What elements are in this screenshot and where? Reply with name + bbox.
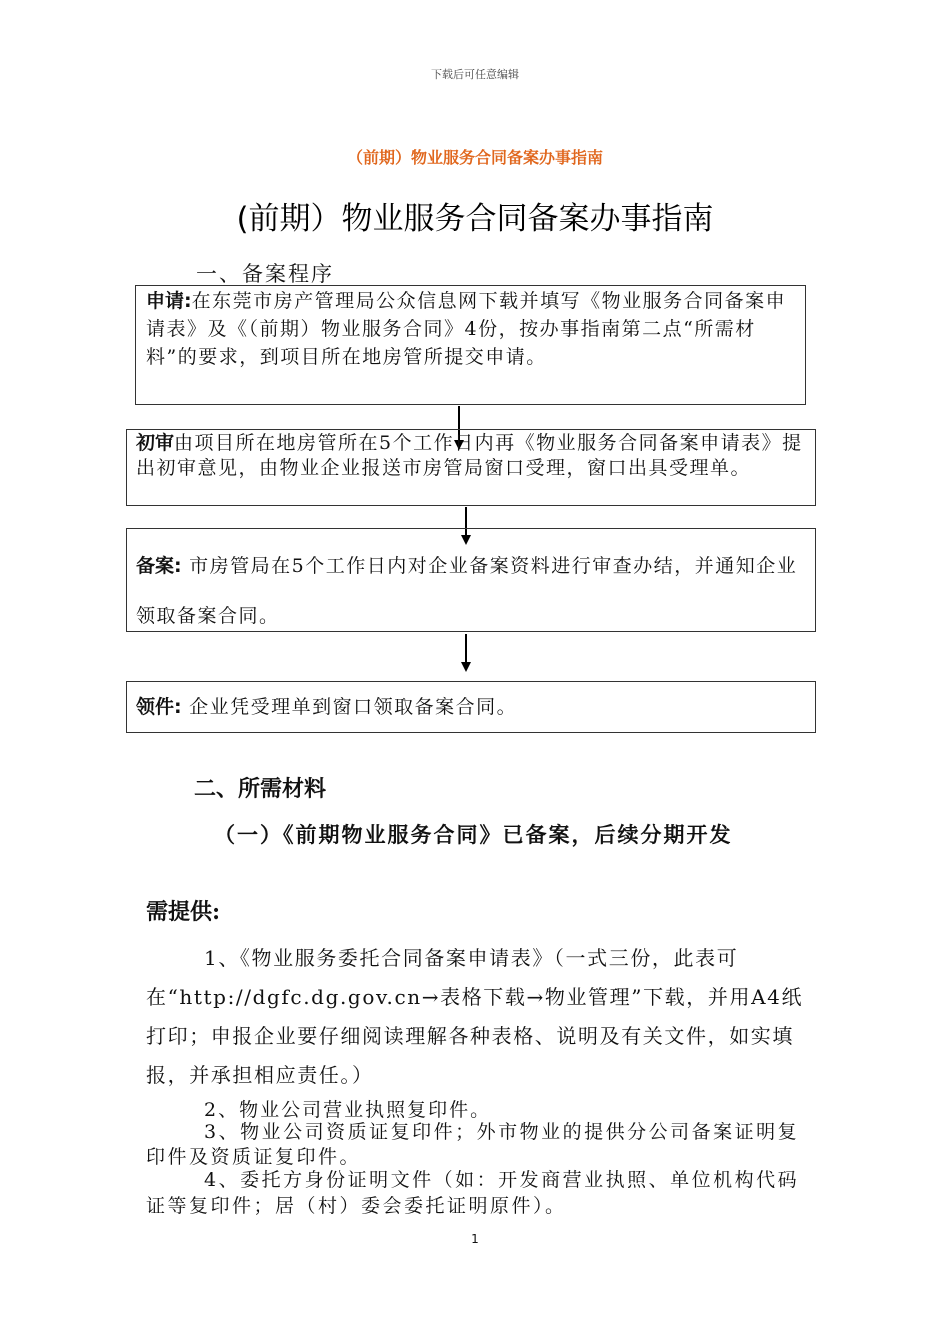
need-label: 需提供: — [146, 899, 221, 925]
list-item: 4、委托方身份证明文件（如：开发商营业执照、单位机构代码证等复印件；居（村）委会委托证明原件）。 — [146, 1169, 800, 1217]
step-filing-box — [126, 528, 816, 632]
step-review-box — [126, 429, 816, 506]
header-note: 下载后可任意编辑 — [431, 68, 519, 81]
list-item: 3、物业公司资质证复印件；外市物业的提供分公司备案证明复印件及资质证复印件。 — [146, 1121, 800, 1168]
list-item: 1、《物业服务委托合同备案申请表》（一式三份，此表可在“http://dgfc.dg.gov.cn→表格下载→物业管理”下载，并用A4纸打印；申报企业要仔细阅读理解各种表格、说明及有关文件，如实填报，并承担相应责任。） — [146, 946, 804, 1087]
step-text: 在东莞市房产管理局公众信息网下载并填写《物业服务合同备案申请表》及《（前期）物业服务合同》4份，按办事指南第二点“所需材料”的要求，到项目所在地房管所提交申请。 — [146, 290, 787, 368]
step-text: 企业凭受理单到窗口领取备案合同。 — [181, 696, 518, 718]
step-label: 备案: — [136, 555, 182, 577]
step-label: 领件: — [136, 696, 182, 718]
step-label: 初审 — [136, 432, 175, 454]
flow-arrow-down-icon — [461, 662, 471, 672]
list-item: 2、物业公司营业执照复印件。 — [204, 1099, 492, 1121]
step-text: 由项目所在地房管所在5个工作日内再《物业服务合同备案申请表》提出初审意见，由物业企业报送市房管局窗口受理，窗口出具受理单。 — [136, 432, 803, 479]
step-label: 申请: — [146, 290, 192, 312]
document-subtitle: （前期）物业服务合同备案办事指南 — [346, 148, 603, 167]
flow-arrow-line — [465, 634, 467, 664]
section-heading-materials: 二、所需材料 — [194, 777, 327, 802]
section-heading-procedure: 一、备案程序 — [196, 262, 334, 286]
page-number: 1 — [471, 1232, 479, 1246]
page-title: (前期）物业服务合同备案办事指南 — [236, 201, 714, 237]
subsection-heading: （一）《前期物业服务合同》已备案，后续分期开发 — [214, 822, 733, 847]
step-text: 市房管局在5个工作日内对企业备案资料进行审查办结，并通知企业领取备案合同。 — [136, 555, 798, 627]
step-apply-box — [135, 285, 806, 405]
step-pickup-box — [126, 681, 816, 733]
